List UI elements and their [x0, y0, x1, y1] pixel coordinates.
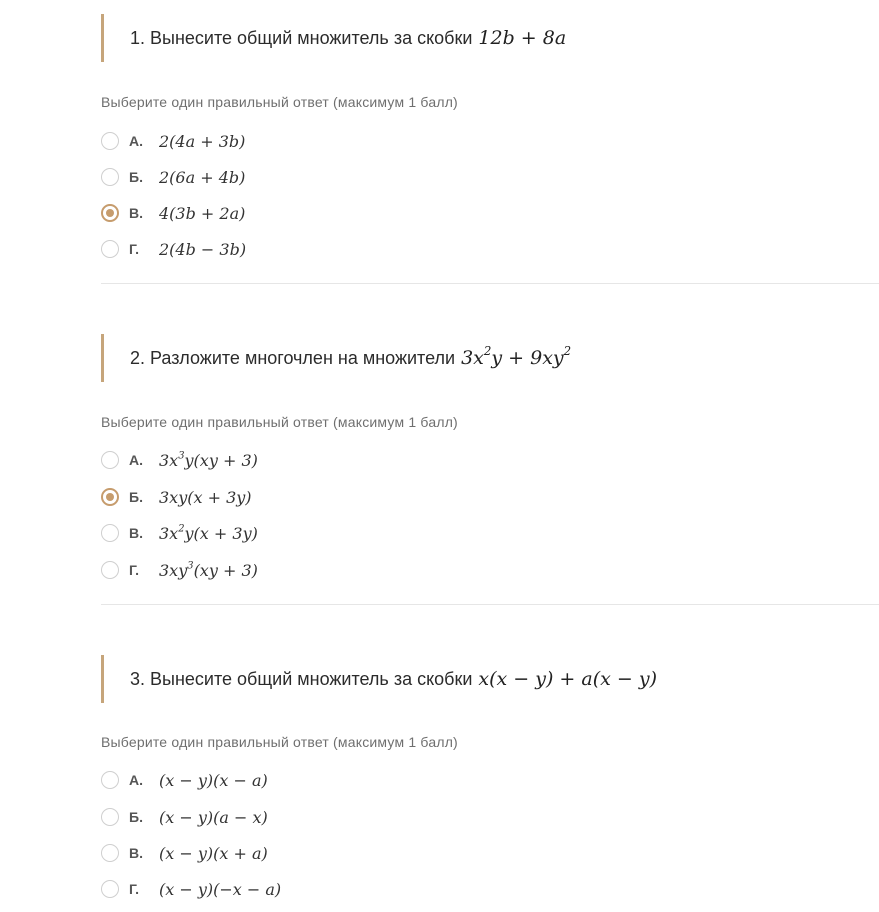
option-letter: Г. — [129, 241, 140, 257]
question-divider — [101, 604, 879, 605]
option-text: (x − y)(−x − a) — [159, 879, 282, 899]
option-letter: Б. — [129, 809, 143, 825]
option-text: 2(6a + 4b) — [159, 167, 246, 187]
option-letter: Г. — [129, 562, 140, 578]
radio-button[interactable] — [101, 844, 119, 862]
option-text: 2(4a + 3b) — [159, 131, 246, 151]
question-3-title: 3. Вынесите общий множитель за скобки — [130, 668, 473, 689]
option-text: 4(3b + 2a) — [159, 203, 246, 223]
radio-button[interactable] — [101, 771, 119, 789]
question-3-option-b[interactable] — [101, 805, 268, 829]
question-1-option-v[interactable] — [101, 201, 245, 225]
question-2-option-b[interactable] — [101, 485, 252, 509]
radio-button[interactable] — [101, 240, 119, 258]
option-letter: Б. — [129, 489, 143, 505]
option-text: (x − y)(a − x) — [159, 807, 268, 827]
question-1-expression: 12b + 8a — [478, 27, 567, 49]
question-1-header — [101, 14, 566, 62]
question-divider — [101, 283, 879, 284]
radio-button-selected[interactable] — [101, 204, 119, 222]
question-3-option-v[interactable] — [101, 841, 268, 865]
option-text: 3xy(x + 3y) — [159, 487, 252, 507]
option-text: (x − y)(x + a) — [159, 843, 268, 863]
question-3-header — [101, 655, 657, 703]
option-text: 2(4b − 3b) — [159, 239, 247, 259]
option-letter: В. — [129, 205, 143, 221]
question-1-title: 1. Вынесите общий множитель за скобки — [130, 27, 473, 48]
radio-button[interactable] — [101, 132, 119, 150]
option-letter: А. — [129, 452, 143, 468]
option-letter: А. — [129, 133, 143, 149]
question-2-title: 2. Разложите многочлен на множители — [130, 347, 456, 368]
option-text: $3x^3y(xy + 3)$ — [159, 450, 258, 470]
radio-button[interactable] — [101, 451, 119, 469]
question-2-option-g[interactable] — [101, 558, 258, 582]
radio-button[interactable] — [101, 561, 119, 579]
option-text: (x − y)(x − a) — [159, 770, 268, 790]
radio-button[interactable] — [101, 880, 119, 898]
question-3-instruction: Выберите один правильный ответ (максимум 1 балл) — [101, 734, 458, 750]
question-2-instruction: Выберите один правильный ответ (максимум 1 балл) — [101, 414, 458, 430]
radio-button-selected[interactable] — [101, 488, 119, 506]
question-2-header — [101, 334, 571, 382]
option-letter: В. — [129, 845, 143, 861]
question-3-option-a[interactable] — [101, 768, 268, 792]
option-letter: А. — [129, 772, 143, 788]
radio-button[interactable] — [101, 168, 119, 186]
radio-button[interactable] — [101, 808, 119, 826]
option-letter: Г. — [129, 881, 140, 897]
question-2-option-a[interactable] — [101, 448, 258, 472]
question-1-instruction: Выберите один правильный ответ (максимум 1 балл) — [101, 94, 458, 110]
radio-button[interactable] — [101, 524, 119, 542]
question-1-option-b[interactable] — [101, 165, 245, 189]
option-text: $3x^2y(x + 3y)$ — [159, 523, 258, 543]
question-1-option-a[interactable] — [101, 129, 245, 153]
option-letter: В. — [129, 525, 143, 541]
option-text: $3xy^3(xy + 3)$ — [159, 560, 258, 580]
question-2-option-v[interactable] — [101, 521, 258, 545]
question-3-expression: x(x − y) + a(x − y) — [478, 668, 657, 690]
option-letter: Б. — [129, 169, 143, 185]
question-2-expression: $3x^2y + 9xy^2$ — [461, 344, 572, 369]
question-1-option-g[interactable] — [101, 237, 246, 261]
question-3-option-g[interactable] — [101, 877, 281, 901]
